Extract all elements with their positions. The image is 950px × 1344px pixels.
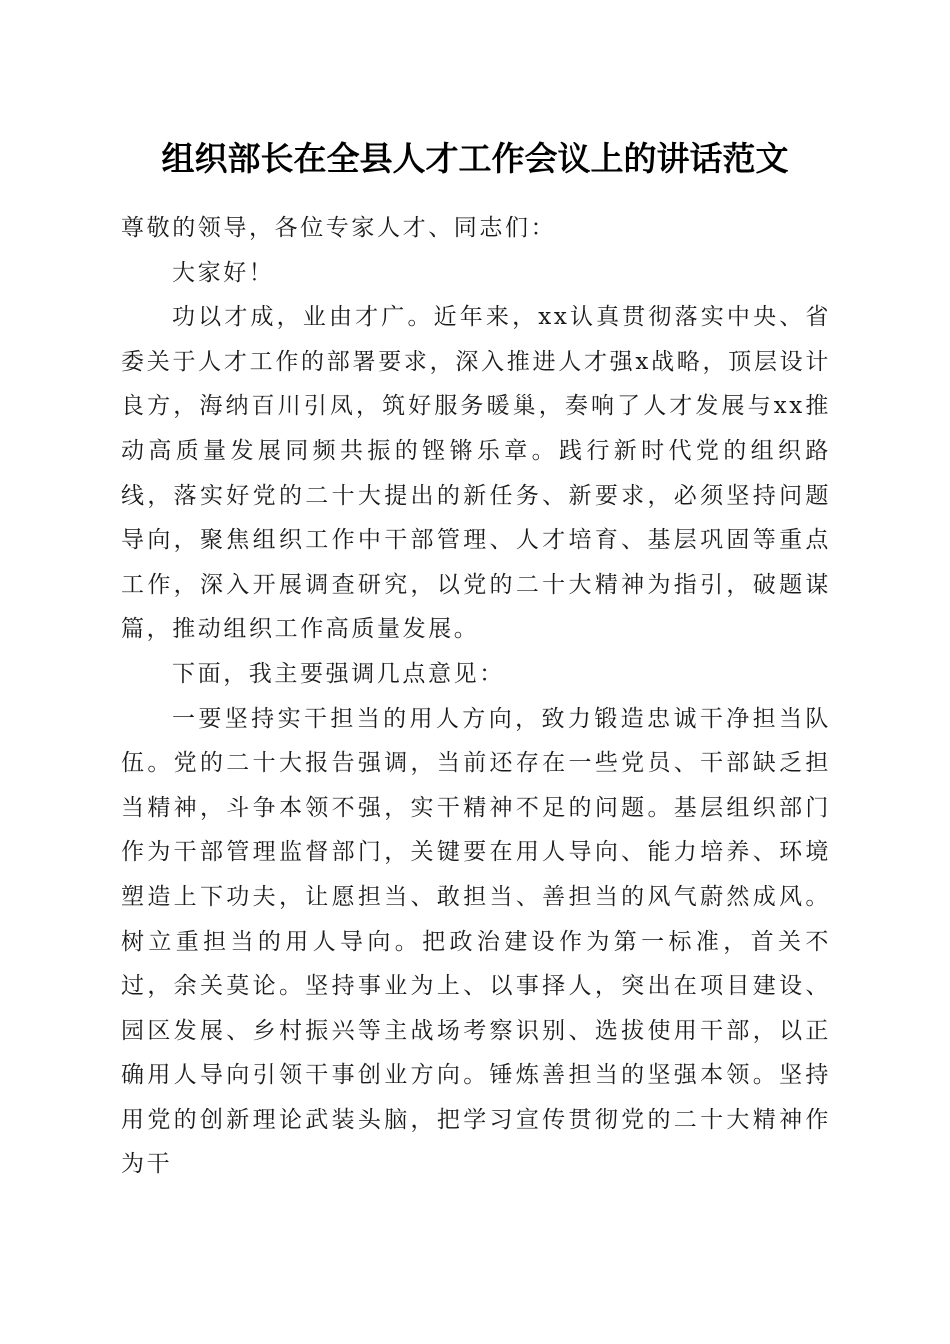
paragraph-transition: 下面，我主要强调几点意见：	[172, 660, 505, 687]
paragraph-salutation: 尊敬的领导，各位专家人才、同志们：	[121, 215, 557, 241]
paragraph-point-one: 一要坚持实干担当的用人方向，致力锻造忠诚干净担当队伍。党的二十大报告强调，当前还存在一些党员、干部缺乏担当精神，斗争本领不强，实干精神不足的问题。基层组织部门作为干部管理监督部门，关键要在用人导向、能力培养、环境塑造上下功夫，让愿担当、敢担当、善担当的风气蔚然成风。树立重担当的用人导向。把政治建设作为第一标准，首关不过，余关莫论。坚持事业为上、以事择人，突出在项目建设、园区发展、乡村振兴等主战场考察识别、选拔使用干部，以正确用人导向引领干事创业方向。锤炼善担当的坚强本领。坚持用党的创新理论武装头脑，把学习宣传贯彻党的二十大精神作为干	[121, 705, 831, 1178]
document-title: 组织部长在全县人才工作会议上的讲话范文	[161, 139, 789, 178]
paragraph-greeting: 大家好！	[172, 259, 275, 286]
paragraph-intro: 功以才成，业由才广。近年来，xx认真贯彻落实中央、省委关于人才工作的部署要求，深入推进人才强x战略，顶层设计良方，海纳百川引凤，筑好服务暖巢，奏响了人才发展与xx推动高质量发展同频共振的铿锵乐章。践行新时代党的组织路线，落实好党的二十大提出的新任务、新要求，必须坚持问题导向，聚焦组织工作中干部管理、人才培育、基层巩固等重点工作，深入开展调查研究，以党的二十大精神为指引，破题谋篇，推动组织工作高质量发展。	[121, 304, 831, 643]
document-body	[121, 206, 831, 1187]
